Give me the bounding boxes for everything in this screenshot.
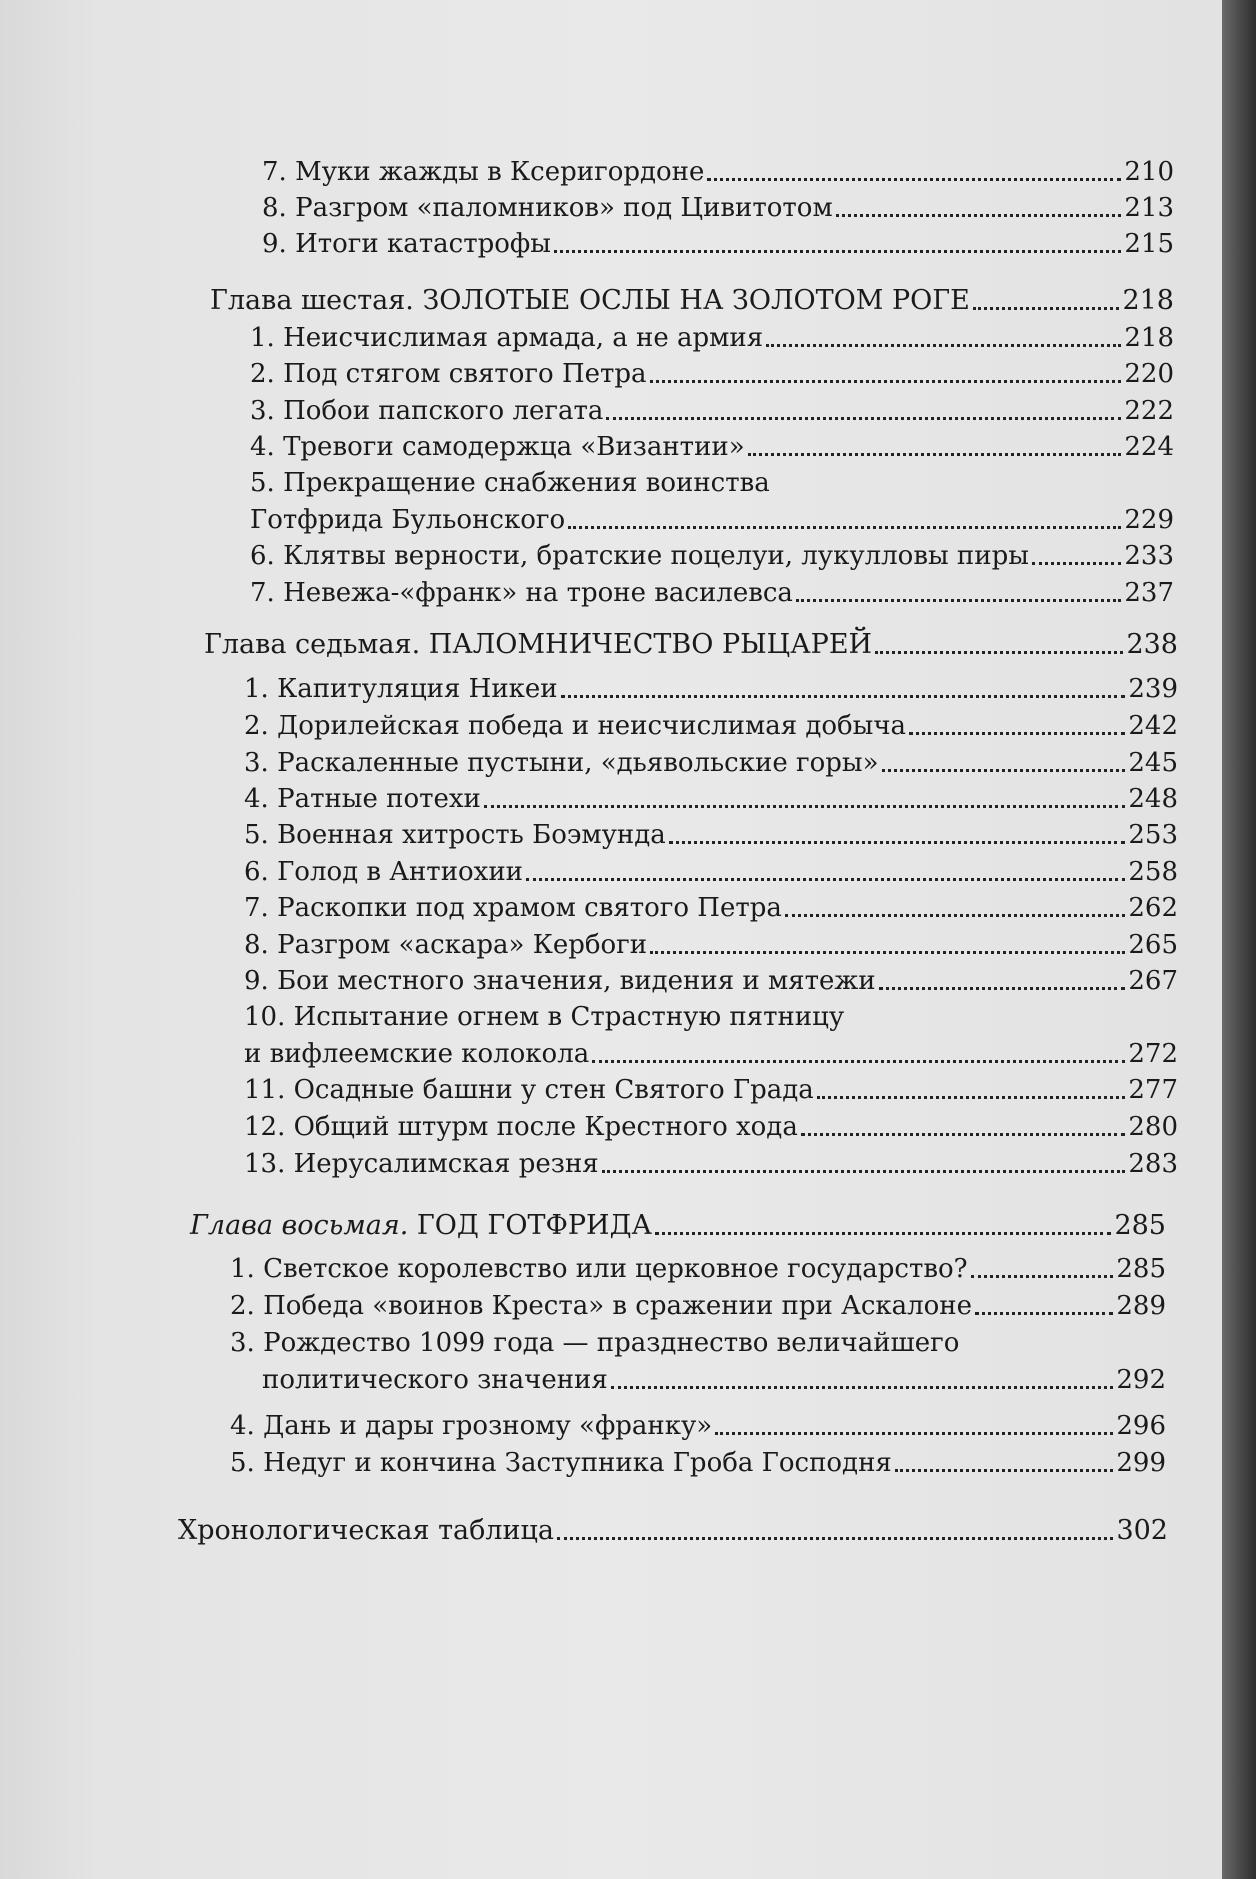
toc-entry: 1. Капитуляция Никеи 239	[244, 674, 1178, 704]
toc-entry: 2. Победа «воинов Креста» в сражении при Аскалоне 289	[230, 1291, 1166, 1321]
toc-entry: 4. Тревоги самодержца «Византии» 224	[250, 432, 1174, 462]
toc-entry: 12. Общий штурм после Крестного хода 280	[244, 1112, 1178, 1142]
toc-entry: 8. Разгром «аскара» Кербоги 265	[244, 930, 1178, 960]
toc-entry: 13. Иерусалимская резня 283	[244, 1149, 1178, 1179]
toc-entry-line: 3. Рождество 1099 года — празднество величайшего	[230, 1328, 960, 1358]
toc-entry: 11. Осадные башни у стен Святого Града 277	[244, 1075, 1178, 1105]
toc-entry: 9. Бои местного значения, видения и мятежи 267	[244, 966, 1178, 996]
toc-entry: политического значения 292	[262, 1365, 1166, 1395]
toc-entry: 6. Голод в Антиохии 258	[244, 857, 1178, 887]
toc-entry: 7. Невежа-«франк» на троне василевса 237	[250, 578, 1174, 608]
toc-entry: 4. Дань и дары грозному «франку» 296	[230, 1411, 1166, 1441]
toc-entry: 6. Клятвы верности, братские поцелуи, лукулловы пиры 233	[250, 541, 1174, 571]
toc-entry: 4. Ратные потехи 248	[244, 784, 1178, 814]
toc-entry-line: 5. Прекращение снабжения воинства	[250, 468, 770, 498]
toc-entry: 5. Военная хитрость Боэмунда 253	[244, 820, 1178, 850]
toc-entry: 1. Светское королевство или церковное государство? 285	[230, 1254, 1166, 1284]
toc-chapter: Глава шестая. ЗОЛОТЫЕ ОСЛЫ НА ЗОЛОТОМ РОГЕ 218	[210, 285, 1174, 316]
toc-entry: 5. Недуг и кончина Заступника Гроба Господня 299	[230, 1448, 1166, 1478]
toc-entry: 2. Дорилейская победа и неисчислимая добыча 242	[244, 711, 1178, 741]
toc-chapter: Глава восьмая. ГОД ГОТФРИДА 285	[190, 1210, 1166, 1241]
toc-entry: 2. Под стягом святого Петра 220	[250, 359, 1174, 389]
toc-entry: 1. Неисчислимая армада, а не армия 218	[250, 323, 1174, 353]
toc-entry: Готфрида Бульонского 229	[250, 505, 1174, 535]
toc-entry: 8. Разгром «паломников» под Цивитотом 213	[262, 193, 1174, 223]
toc-chronology: Хронологическая таблица 302	[178, 1515, 1168, 1546]
toc-entry: 7. Муки жажды в Ксеригордоне 210	[262, 157, 1174, 187]
toc-entry: 3. Раскаленные пустыни, «дьявольские горы» 245	[244, 748, 1178, 778]
toc-entry: и вифлеемские колокола 272	[244, 1039, 1178, 1069]
toc-chapter: Глава седьмая. ПАЛОМНИЧЕСТВО РЫЦАРЕЙ 238	[204, 629, 1178, 660]
toc-entry: 7. Раскопки под храмом святого Петра 262	[244, 893, 1178, 923]
toc-entry-line: 10. Испытание огнем в Страстную пятницу	[244, 1002, 845, 1032]
toc-entry: 3. Побои папского легата 222	[250, 396, 1174, 426]
book-edge	[1222, 0, 1256, 1879]
toc-entry: 9. Итоги катастрофы 215	[262, 229, 1174, 259]
